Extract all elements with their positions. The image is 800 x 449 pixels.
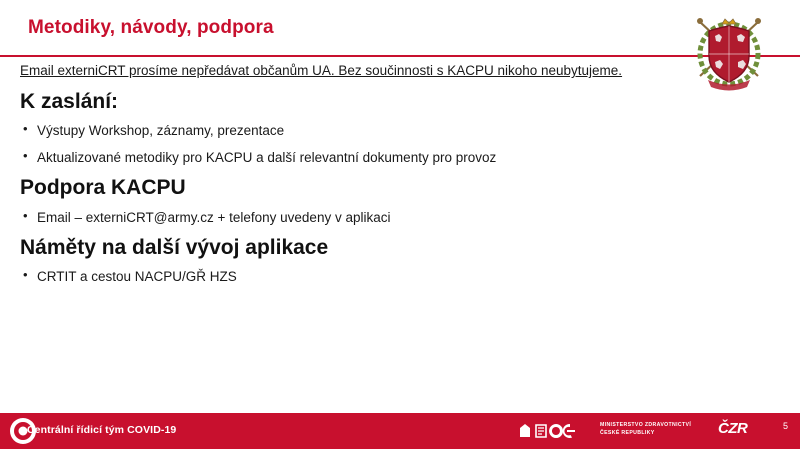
list-item: • Email – externiCRT@army.cz + telefony uvedeny v aplikaci — [20, 209, 760, 227]
slide-footer — [0, 413, 800, 449]
bullet-list-k-zaslani — [20, 122, 760, 166]
ministry-symbol-icons — [518, 421, 594, 441]
footer-team-label: Centrální řídicí tým COVID-19 — [27, 424, 177, 436]
ministry-line-1: MINISTERSTVO ZDRAVOTNICTVÍ — [600, 422, 692, 428]
header-divider — [0, 55, 800, 57]
list-item: • Aktualizované metodiky pro KACPU a další relevantní dokumenty pro provoz — [20, 149, 760, 167]
section-heading-podpora-kacpu: Podpora KACPU — [20, 176, 186, 200]
bullet-list-podpora-kacpu — [20, 209, 760, 227]
section-heading-k-zaslani: K zaslání: — [20, 90, 119, 114]
bullet-list-namety — [20, 268, 760, 286]
slide-body — [20, 62, 760, 295]
lead-paragraph: Email externiCRT prosíme nepředávat občanům UA. Bez součinnosti s KACPU nikoho neubytujeme. — [20, 63, 623, 78]
section-heading-namety: Náměty na další vývoj aplikace — [20, 236, 329, 260]
ministry-line-2: ČESKÉ REPUBLIKY — [600, 429, 655, 436]
page-title: Metodiky, návody, podpora — [28, 17, 274, 38]
list-item: • CRTIT a cestou NACPU/GŘ HZS — [20, 268, 760, 286]
page-number: 5 — [782, 421, 788, 431]
ministry-label — [600, 422, 691, 438]
czr-logo: ČZR — [718, 420, 748, 437]
list-item: • Výstupy Workshop, záznamy, prezentace — [20, 122, 760, 140]
